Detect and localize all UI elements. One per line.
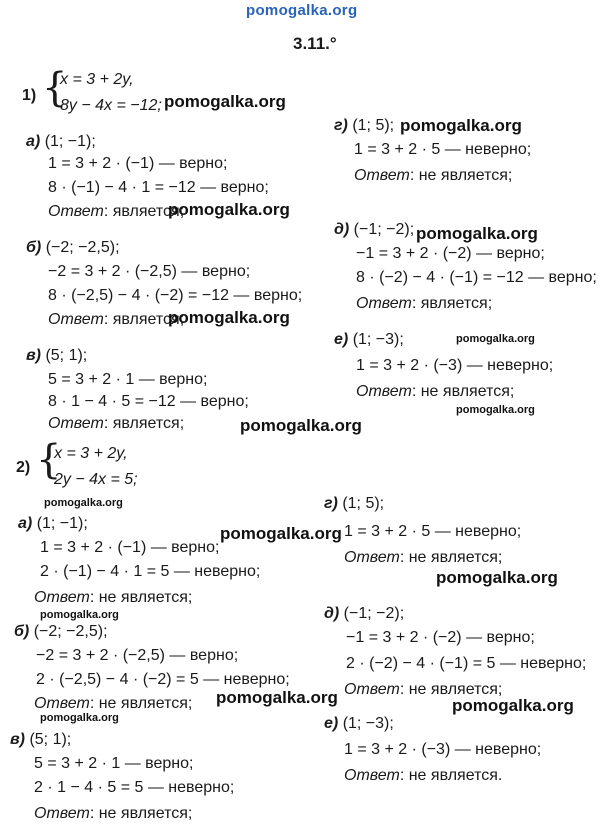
p2-d-line2: 2 · (−2) − 4 · (−1) = 5 — неверно; <box>346 655 587 672</box>
p2-d-answer-label: Ответ <box>344 681 400 698</box>
p2-v-answer <box>34 804 192 824</box>
p2-v-answer-text: : не является; <box>89 805 193 822</box>
p2-v-point-value: (5; 1); <box>29 731 72 748</box>
p2-b-answer-text: : не является; <box>89 695 193 712</box>
p2-d-answer-text: : не является; <box>399 681 503 698</box>
exercise-title: 3.11.° <box>293 34 337 53</box>
part1-system-eq1: x = 3 + 2y, <box>60 71 134 88</box>
p1-v-point-value: (5; 1); <box>45 347 88 364</box>
p1-v-line1: 5 = 3 + 2 · 1 — верно; <box>48 371 208 388</box>
p2-a-line1: 1 = 3 + 2 · (−1) — верно; <box>40 539 220 556</box>
part2-system-eq1: x = 3 + 2y, <box>54 445 128 462</box>
p1-d-point-value: (−1; −2); <box>353 221 415 238</box>
p1-e-point <box>334 330 404 350</box>
p1-e-answer-text: : не является; <box>411 383 515 400</box>
p1-b-label: б) <box>26 239 42 256</box>
p2-e-point <box>324 714 394 734</box>
site-header-link[interactable]: pomogalka.org <box>246 2 358 19</box>
p2-a-answer-label: Ответ <box>34 589 90 606</box>
p2-d-label: д) <box>324 605 340 622</box>
watermark: pomogalka.org <box>168 308 290 327</box>
watermark: pomogalka.org <box>216 688 338 707</box>
p1-d-answer <box>356 294 492 314</box>
p2-e-line1: 1 = 3 + 2 · (−3) — неверно; <box>344 741 542 758</box>
p2-v-label: в) <box>10 731 25 748</box>
p1-d-line2: 8 · (−2) − 4 · (−1) = −12 — верно; <box>356 269 597 286</box>
p1-v-answer-text: : является; <box>103 415 185 432</box>
p1-d-point <box>334 220 414 240</box>
p2-e-answer <box>344 766 502 786</box>
p1-b-answer <box>48 310 184 330</box>
watermark: pomogalka.org <box>240 416 362 435</box>
p2-b-answer-label: Ответ <box>34 695 90 712</box>
watermark: pomogalka.org <box>400 116 522 135</box>
p1-b-line2: 8 · (−2,5) − 4 · (−2) = −12 — верно; <box>48 287 303 304</box>
p2-a-label: а) <box>18 515 33 532</box>
p1-b-answer-label: Ответ <box>48 311 104 328</box>
p2-a-line2: 2 · (−1) − 4 · 1 = 5 — неверно; <box>40 563 261 580</box>
p1-a-answer-text: : является; <box>103 203 185 220</box>
p2-d-point <box>324 604 404 624</box>
p2-e-answer-label: Ответ <box>344 767 400 784</box>
watermark: pomogalka.org <box>168 200 290 219</box>
part2-system-brace: { <box>36 437 62 483</box>
p2-e-answer-text: : не является. <box>399 767 503 784</box>
p1-v-point <box>26 346 87 366</box>
watermark-small: pomogalka.org <box>456 333 535 345</box>
p1-a-answer <box>48 202 184 222</box>
p1-g-line1: 1 = 3 + 2 · 5 — неверно; <box>354 141 532 158</box>
p1-d-answer-text: : является; <box>411 295 493 312</box>
watermark-small: pomogalka.org <box>40 712 119 724</box>
p1-v-label: в) <box>26 347 41 364</box>
p1-a-point-value: (1; −1); <box>44 133 96 150</box>
p2-b-line1: −2 = 3 + 2 · (−2,5) — верно; <box>36 647 239 664</box>
p1-a-line1: 1 = 3 + 2 · (−1) — верно; <box>48 155 228 172</box>
p2-v-point <box>10 730 71 750</box>
p1-v-answer-label: Ответ <box>48 415 104 432</box>
watermark: pomogalka.org <box>220 524 342 543</box>
p1-e-point-value: (1; −3); <box>352 331 404 348</box>
p1-b-answer-text: : является; <box>103 311 185 328</box>
p2-g-answer-label: Ответ <box>344 549 400 566</box>
p1-e-answer <box>356 382 514 402</box>
p1-a-line2: 8 · (−1) − 4 · 1 = −12 — верно; <box>48 179 269 196</box>
p1-a-answer-label: Ответ <box>48 203 104 220</box>
p2-b-point <box>14 622 108 642</box>
p1-b-point <box>26 238 120 258</box>
watermark: pomogalka.org <box>452 696 574 715</box>
p1-e-label: е) <box>334 331 349 348</box>
watermark: pomogalka.org <box>436 568 558 587</box>
p2-a-point-value: (1; −1); <box>36 515 88 532</box>
watermark-small: pomogalka.org <box>456 404 535 416</box>
p1-e-line1: 1 = 3 + 2 · (−3) — неверно; <box>356 357 554 374</box>
p2-d-line1: −1 = 3 + 2 · (−2) — верно; <box>346 629 535 646</box>
p2-a-point <box>18 514 88 534</box>
p1-g-answer-text: : не является; <box>409 167 513 184</box>
p1-g-answer <box>354 166 512 186</box>
p2-b-answer <box>34 694 192 714</box>
p2-d-point-value: (−1; −2); <box>343 605 405 622</box>
p1-a-point <box>26 132 96 152</box>
part2-system-eq2: 2y − 4x = 5; <box>54 471 138 488</box>
p2-a-answer-text: : не является; <box>89 589 193 606</box>
p1-b-point-value: (−2; −2,5); <box>45 239 120 256</box>
p1-d-label: д) <box>334 221 350 238</box>
p1-g-answer-label: Ответ <box>354 167 410 184</box>
p1-v-answer <box>48 414 184 434</box>
p2-g-answer-text: : не является; <box>399 549 503 566</box>
watermark-small: pomogalka.org <box>44 497 123 509</box>
p1-b-line1: −2 = 3 + 2 · (−2,5) — верно; <box>48 263 251 280</box>
p2-g-point <box>324 494 384 514</box>
p2-g-label: г) <box>324 495 338 512</box>
p2-b-label: б) <box>14 623 30 640</box>
p2-v-line2: 2 · 1 − 4 · 5 = 5 — неверно; <box>34 779 235 796</box>
p1-d-answer-label: Ответ <box>356 295 412 312</box>
p2-v-answer-label: Ответ <box>34 805 90 822</box>
p2-g-answer <box>344 548 502 568</box>
watermark: pomogalka.org <box>164 92 286 111</box>
p2-b-line2: 2 · (−2,5) − 4 · (−2) = 5 — неверно; <box>36 671 290 688</box>
p2-v-line1: 5 = 3 + 2 · 1 — верно; <box>34 755 194 772</box>
p2-g-point-value: (1; 5); <box>342 495 385 512</box>
p2-e-point-value: (1; −3); <box>342 715 394 732</box>
part1-system-eq2: 8y − 4x = −12; <box>60 97 162 114</box>
part1-system-brace: { <box>42 65 68 111</box>
p2-g-line1: 1 = 3 + 2 · 5 — неверно; <box>344 523 522 540</box>
part1-number: 1) <box>22 87 37 104</box>
p2-e-label: е) <box>324 715 339 732</box>
p1-a-label: а) <box>26 133 41 150</box>
p1-e-answer-label: Ответ <box>356 383 412 400</box>
p1-g-label: г) <box>334 117 348 134</box>
p2-b-point-value: (−2; −2,5); <box>33 623 108 640</box>
p1-v-line2: 8 · 1 − 4 · 5 = −12 — верно; <box>48 393 249 410</box>
watermark-small: pomogalka.org <box>40 609 119 621</box>
watermark: pomogalka.org <box>416 224 538 243</box>
p1-d-line1: −1 = 3 + 2 · (−2) — верно; <box>356 245 545 262</box>
p2-a-answer <box>34 588 192 608</box>
part2-number: 2) <box>16 459 31 476</box>
p1-g-point <box>334 116 394 136</box>
p1-g-point-value: (1; 5); <box>352 117 395 134</box>
